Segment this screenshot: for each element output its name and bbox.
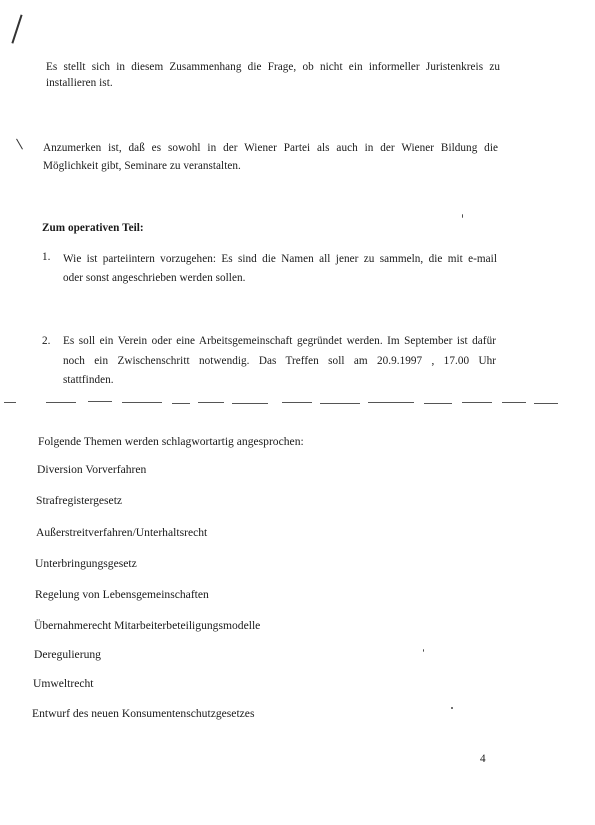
item-2-line-1: Es soll ein Verein oder eine Arbeitsgemeinschaft gegründet werden. Im September ist dafür (63, 335, 496, 347)
topic-item: Strafregistergesetz (36, 494, 123, 507)
item-number-2: 2. (42, 335, 51, 347)
item-2-line-2: noch ein Zwischenschritt notwendig. Das Treffen soll am 20.9.1997 , 17.00 Uhr (63, 355, 496, 367)
item-1-line-2: oder sonst angeschrieben werden sollen. (63, 272, 246, 284)
topic-item: Regelung von Lebensgemeinschaften (35, 588, 209, 601)
item-1-line-1: Wie ist parteiintern vorzugehen: Es sind die Namen all jener zu sammeln, die mit e-mail (63, 253, 497, 265)
topic-item: Diversion Vorverfahren (37, 463, 147, 476)
note-line-1: Anzumerken ist, daß es sowohl in der Wiener Partei als auch in der Wiener Bildung die (43, 142, 498, 154)
topic-item: Deregulierung (34, 648, 101, 661)
topic-item: Umweltrecht (33, 677, 94, 690)
scan-speck (462, 214, 463, 218)
scan-seam (0, 398, 595, 408)
scan-mark-slash (11, 14, 22, 43)
topic-item: Außerstreitverfahren/Unterhaltsrecht (36, 526, 208, 539)
scan-speck (423, 649, 424, 652)
topic-item: Entwurf des neuen Konsumentenschutzgesetzes (32, 707, 255, 720)
intro-line-2: installieren ist. (46, 77, 113, 89)
intro-line-1: Es stellt sich in diesem Zusammenhang die Frage, ob nicht ein informeller Juristenkreis zu (46, 61, 500, 73)
topic-item: Übernahmerecht Mitarbeiterbeteiligungsmodelle (34, 619, 261, 632)
page-number: 4 (480, 753, 486, 765)
operative-heading: Zum operativen Teil: (42, 222, 144, 234)
scan-mark-tick (16, 139, 23, 150)
topic-item: Unterbringungsgesetz (35, 557, 137, 570)
scan-speck (451, 707, 453, 709)
note-line-2: Möglichkeit gibt, Seminare zu veranstalten. (43, 160, 241, 172)
item-2-line-3: stattfinden. (63, 374, 114, 386)
item-number-1: 1. (42, 251, 51, 263)
topics-intro: Folgende Themen werden schlagwortartig angesprochen: (38, 435, 304, 448)
